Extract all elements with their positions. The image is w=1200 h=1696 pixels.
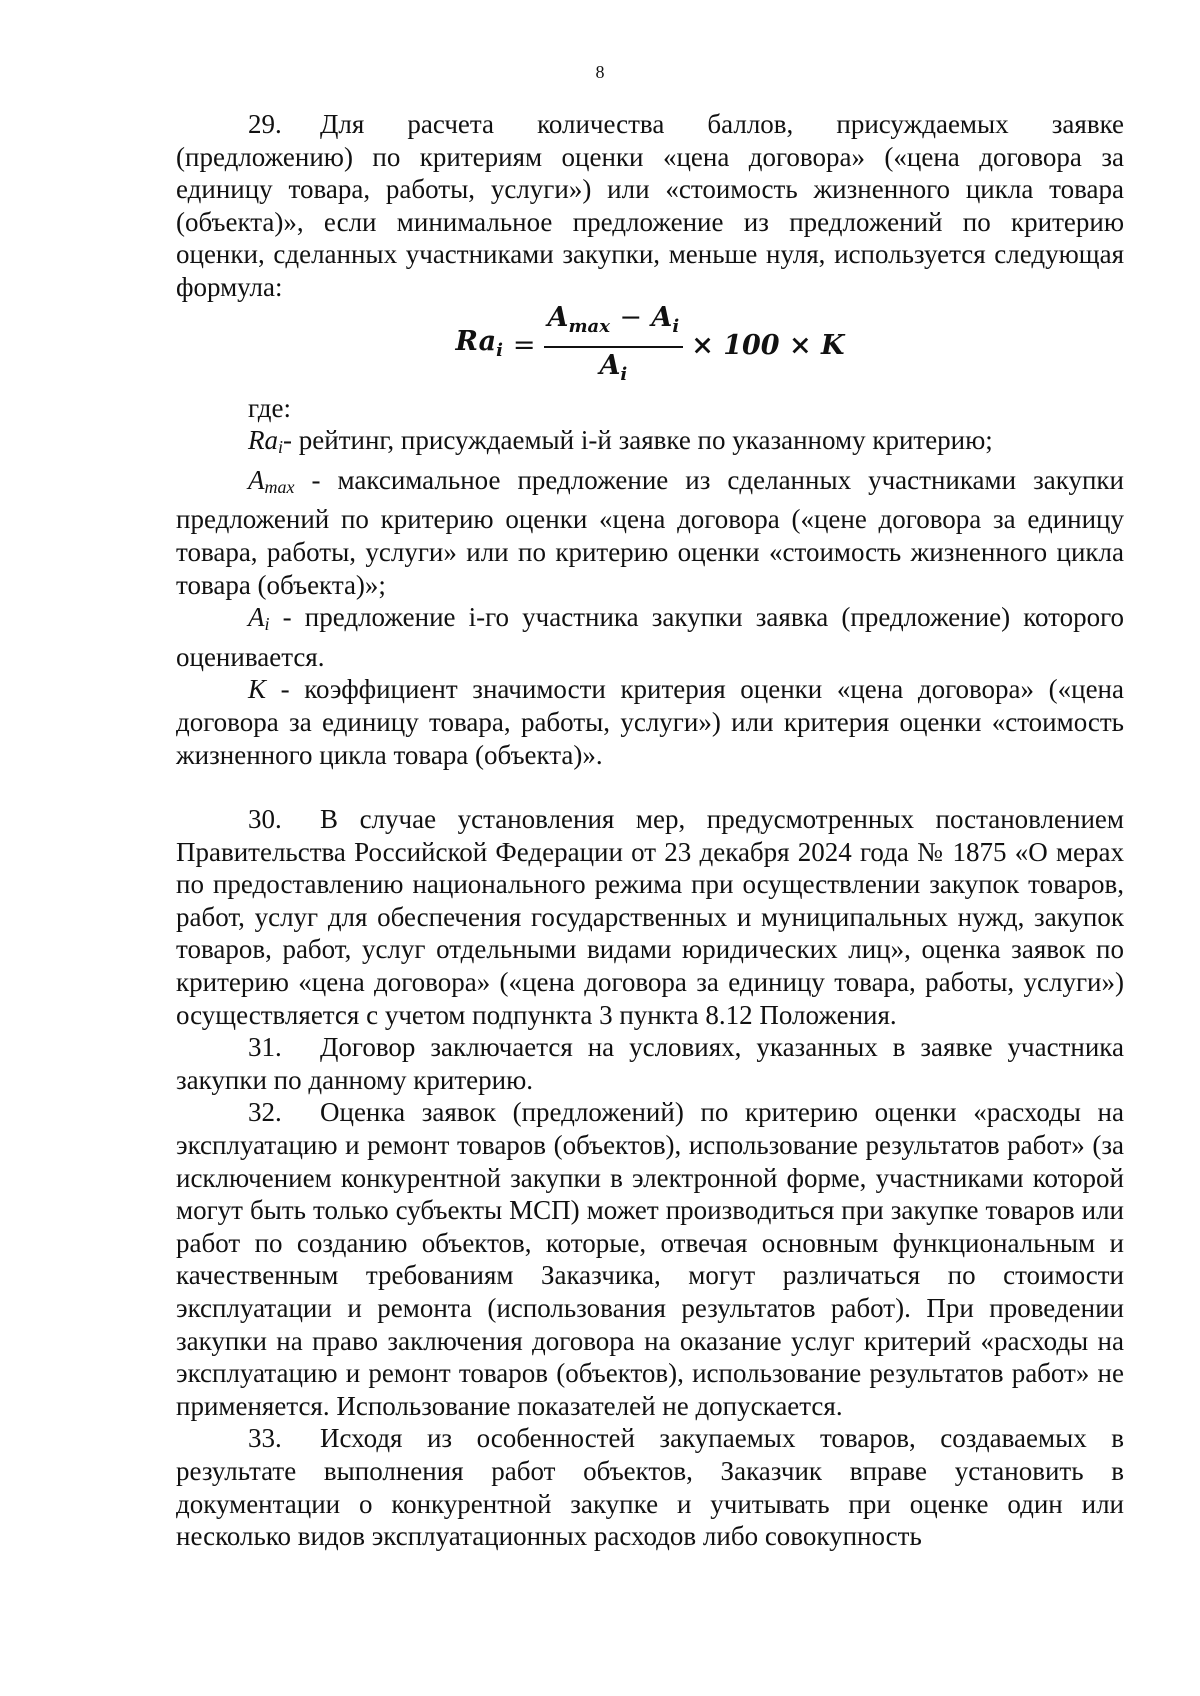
paragraph-text: Для расчета количества баллов, присуждаемых заявке (предложению) по критериям оценки «цена договора» («цена договора за единицу товара, работы, услуги») или «стоимость жизненного цикла товара (объекта)», если минимальное предложение из предложений по критерию оценки, сделанных участниками закупки, меньше нуля, используется следующая формула: [176,109,1124,302]
definition-ai: Ai - предложение i-го участника закупки заявка (предложение) которого оценивается. [176,602,1124,672]
page-number: 8 [595,62,605,82]
formula-denominator: $A_i$ [599,349,628,385]
paragraph-text: В случае установления мер, предусмотренных постановлением Правительства Российской Федерации от 23 декабря 2024 года № 1875 «О мерах по предоставлению национального режима при осуществлении закупок товаров, работ, услуг для обеспечения государственных и муниципальных нужд, закупок товаров, работ, услуг отдельными видами юридических лиц», оценка заявок по критерию «цена договора» («цена договора за единицу товара, работы, услуги») осуществляется с учетом подпункта 3 пункта 8.12 Положения. [176,804,1124,1030]
paragraph-gap [176,771,1124,803]
definition-k: K - коэффициент значимости критерия оценки «цена договора» («цена договора за единицу товара, работы, услуги») или критерия оценки «стоимость жизненного цикла товара (объекта)». [176,674,1124,770]
formula-numerator: $A_{max} - A_i$ [544,302,684,348]
paragraph-33 [176,1422,1124,1552]
paragraph-number: 29. [248,109,282,139]
paragraph-text: Исходя из особенностей закупаемых товаров, создаваемых в результате выполнения работ объектов, Заказчик вправе установить в документации о конкурентной закупке и учитывать при оценке один или несколько видов эксплуатационных расходов либо совокупность [176,1423,1124,1552]
document-body [176,108,1124,1553]
definition-ra: Rai- рейтинг, присуждаемый i-й заявке по указанному критерию; [248,425,993,458]
paragraph-31 [176,1031,1124,1096]
paragraph-text: Договор заключается на условиях, указанных в заявке участника закупки по данному критерию. [176,1032,1124,1095]
paragraph-32 [176,1096,1124,1422]
paragraph-29 [176,108,1124,304]
rating-formula [176,301,1124,386]
paragraph-text: Оценка заявок (предложений) по критерию оценки «расходы на эксплуатацию и ремонт товаров (объектов), использование результатов работ» (за исключением конкурентной закупки в электронной форме, участниками которой могут быть только субъекты МСП) может производиться при закупке товаров или работ по созданию объектов, которые, отвечая основным функциональным и качественным требованиям Заказчика, могут различаться по стоимости эксплуатации и ремонта (использования результатов работ). При проведении закупки на право заключения договора на оказание услуг критерий «расходы на эксплуатацию и ремонт товаров (объектов), использование результатов работ» не применяется. Использование показателей не допускается. [176,1097,1124,1421]
where-label: где: [248,392,291,423]
paragraph-number: 32. [248,1097,282,1128]
paragraph-30 [176,803,1124,1031]
formula-fraction [544,302,684,391]
paragraph-number: 30. [248,804,282,835]
paragraph-number: 33. [248,1423,282,1454]
paragraph-number: 31. [248,1032,282,1063]
formula-lhs: $Ra_i$ [455,325,503,361]
definition-amax: Amax - максимальное предложение из сделанных участниками закупки предложений по критерию оценки «цена договора («цене договора за единицу товара, работы, услуги» или по критерию оценки «стоимость жизненного цикла товара (объекта)»; [176,464,1124,600]
formula-equals: = [512,330,536,362]
formula-tail: × 100 × K [691,330,845,362]
